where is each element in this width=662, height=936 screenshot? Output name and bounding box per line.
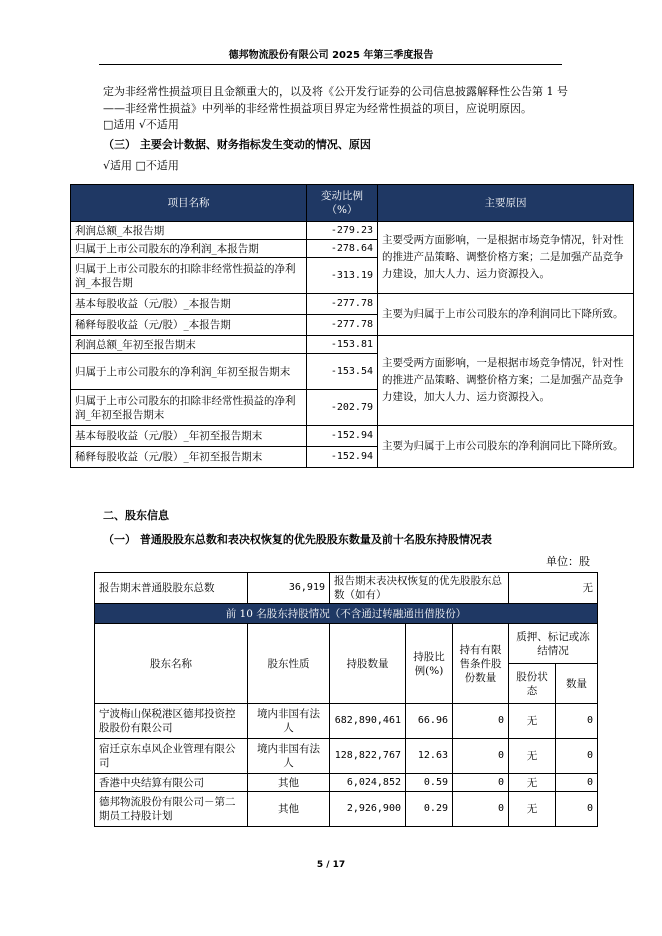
total-value: 36,919	[248, 573, 330, 604]
holder-qty: 0	[556, 792, 598, 827]
holder-ratio: 12.63	[406, 739, 453, 774]
unit-label: 单位：股	[546, 555, 590, 568]
holder-restricted: 0	[453, 739, 509, 774]
reason-cell: 主要为归属于上市公司股东的净利润同比下降所致。	[378, 294, 634, 336]
col-amount: 持股数量	[330, 624, 406, 704]
total-label: 报告期末普通股股东总数	[95, 573, 248, 604]
col-ratio: 持股比例(%)	[406, 624, 453, 704]
col-nature: 股东性质	[248, 624, 330, 704]
header-divider	[99, 64, 562, 65]
holder-nature: 境内非国有法人	[248, 704, 330, 739]
row-ratio: -278.64	[307, 240, 378, 258]
row-item: 归属于上市公司股东的扣除非经常性损益的净利润_本报告期	[71, 258, 307, 294]
section-3-title: （三） 主要会计数据、财务指标发生变动的情况、原因	[103, 138, 371, 151]
intro-line-2: ——非经常性损益》中列举的非经常性损益项目界定为经常性损益的项目，应说明原因。	[103, 102, 532, 115]
holder-qty: 0	[556, 704, 598, 739]
reason-cell: 主要受两方面影响，一是根据市场竞争情况，针对性的推进产品策略、调整价格方案；二是加强产品竞争力建设，加大人力、运力资源投入。	[378, 222, 634, 294]
row-ratio: -153.54	[307, 354, 378, 390]
intro-line-1: 定为非经常性损益项目且金额重大的，以及将《公开发行证券的公司信息披露解释性公告第 1 号	[103, 85, 568, 98]
col-item: 项目名称	[71, 185, 307, 222]
row-item: 利润总额_年初至报告期末	[71, 336, 307, 354]
table-row	[71, 426, 634, 447]
pref-label: 报告期末表决权恢复的优先股股东总数（如有）	[330, 573, 509, 604]
holder-status: 无	[509, 704, 556, 739]
holder-restricted: 0	[453, 774, 509, 792]
col-reason: 主要原因	[378, 185, 634, 222]
holder-name: 宁波梅山保税港区德邦投资控股股份有限公司	[95, 704, 248, 739]
table-row	[95, 704, 598, 739]
row-ratio: -153.81	[307, 336, 378, 354]
shareholder-section-title: 二、股东信息	[103, 509, 169, 522]
col-qty: 数量	[556, 664, 598, 704]
table-row	[95, 774, 598, 792]
row-item: 归属于上市公司股东的扣除非经常性损益的净利润_年初至报告期末	[71, 390, 307, 426]
holder-nature: 境内非国有法人	[248, 739, 330, 774]
table-row	[71, 336, 634, 354]
row-ratio: -277.78	[307, 315, 378, 336]
table-row	[71, 294, 634, 315]
col-pledge: 质押、标记或冻结情况	[509, 624, 598, 664]
top10-title: 前 10 名股东持股情况（不含通过转融通出借股份）	[95, 604, 598, 624]
row-item: 归属于上市公司股东的净利润_本报告期	[71, 240, 307, 258]
col-ratio: 变动比例（%）	[307, 185, 378, 222]
pref-value: 无	[509, 573, 598, 604]
holder-name: 德邦物流股份有限公司－第二期员工持股计划	[95, 792, 248, 827]
row-item: 利润总额_本报告期	[71, 222, 307, 240]
holder-amount: 2,926,900	[330, 792, 406, 827]
holder-restricted: 0	[453, 792, 509, 827]
row-item: 稀释每股收益（元/股）_年初至报告期末	[71, 447, 307, 468]
holder-qty: 0	[556, 739, 598, 774]
row-ratio: -313.19	[307, 258, 378, 294]
row-item: 基本每股收益（元/股）_年初至报告期末	[71, 426, 307, 447]
intro-options: □适用 √不适用	[103, 118, 179, 131]
col-restricted: 持有有限售条件股份数量	[453, 624, 509, 704]
holder-nature: 其他	[248, 792, 330, 827]
shareholder-table	[94, 572, 598, 827]
col-status: 股份状态	[509, 664, 556, 704]
holder-amount: 128,822,767	[330, 739, 406, 774]
row-item: 稀释每股收益（元/股）_本报告期	[71, 315, 307, 336]
reason-cell: 主要受两方面影响，一是根据市场竞争情况，针对性的推进产品策略、调整价格方案；二是加强产品竞争力建设，加大人力、运力资源投入。	[378, 336, 634, 426]
holder-amount: 682,890,461	[330, 704, 406, 739]
section-3-options: √适用 □不适用	[103, 159, 179, 172]
row-ratio: -277.78	[307, 294, 378, 315]
holder-nature: 其他	[248, 774, 330, 792]
holder-ratio: 0.29	[406, 792, 453, 827]
holder-name: 香港中央结算有限公司	[95, 774, 248, 792]
table-row	[95, 739, 598, 774]
holder-status: 无	[509, 792, 556, 827]
table-row	[95, 792, 598, 827]
holder-status: 无	[509, 739, 556, 774]
holder-status: 无	[509, 774, 556, 792]
row-item: 归属于上市公司股东的净利润_年初至报告期末	[71, 354, 307, 390]
holder-name: 宿迁京东卓风企业管理有限公司	[95, 739, 248, 774]
col-name: 股东名称	[95, 624, 248, 704]
holder-amount: 6,024,852	[330, 774, 406, 792]
table-row	[71, 222, 634, 240]
holder-restricted: 0	[453, 704, 509, 739]
page-header: 德邦物流股份有限公司 2025 年第三季度报告	[228, 50, 434, 61]
reason-cell: 主要为归属于上市公司股东的净利润同比下降所致。	[378, 426, 634, 468]
row-ratio: -152.94	[307, 447, 378, 468]
holder-qty: 0	[556, 774, 598, 792]
row-item: 基本每股收益（元/股）_本报告期	[71, 294, 307, 315]
page-number: 5 / 17	[316, 860, 346, 870]
row-ratio: -152.94	[307, 426, 378, 447]
shareholder-subtitle: （一） 普通股股东总数和表决权恢复的优先股股东数量及前十名股东持股情况表	[103, 533, 492, 546]
holder-ratio: 0.59	[406, 774, 453, 792]
row-ratio: -279.23	[307, 222, 378, 240]
change-table	[70, 184, 634, 468]
holder-ratio: 66.96	[406, 704, 453, 739]
row-ratio: -202.79	[307, 390, 378, 426]
